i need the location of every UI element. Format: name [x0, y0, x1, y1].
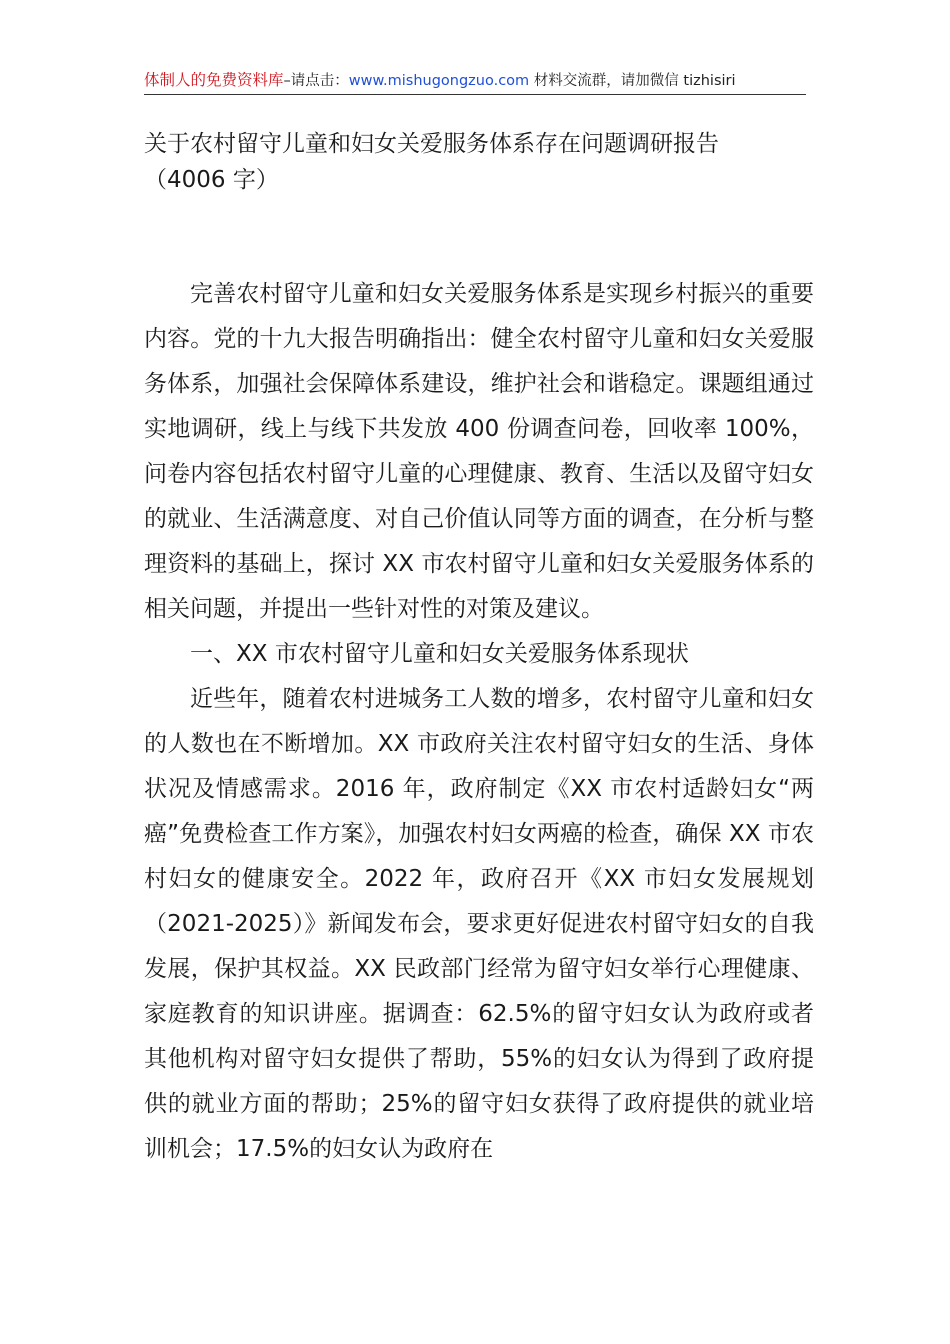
title-text: 关于农村留守儿童和妇女关爱服务体系存在问题调研报告 [144, 131, 719, 157]
contact-text: 材料交流群，请加微信 tizhisiri [529, 73, 736, 89]
word-count: （4006 字） [144, 167, 279, 193]
section-paragraph: 近些年，随着农村进城务工人数的增多，农村留守儿童和妇女的人数也在不断增加。XX 市政府关注农村留守妇女的生活、身体状况及情感需求。2016 年，政府制定《XX 市农村适龄妇女“两癌”免费检查工作方案》，加强农村妇女两癌的检查，确保 XX 市农村妇女的健康安全。2022 年，政府召开《XX 市妇女发展规划（2021-2025）》新闻发布会，要求更好促进农村留守妇女的自我发展，保护其权益。XX 民政部门经常为留守妇女举行心理健康、家庭教育的知识讲座。据调查：62.5%的留守妇女认为政府或者其他机构对留守妇女提供了帮助，55%的妇女认为得到了政府提供的就业方面的帮助；25%的留守妇女获得了政府提供的就业培训机会；17.5%的妇女认为政府在 [144, 686, 814, 1162]
intro-paragraph: 完善农村留守儿童和妇女关爱服务体系是实现乡村振兴的重要内容。党的十九大报告明确指出：健全农村留守儿童和妇女关爱服务体系，加强社会保障体系建设，维护社会和谐稳定。课题组通过实地调研，线上与线下共发放 400 份调查问卷，回收率 100%，问卷内容包括农村留守儿童的心理健康、教育、生活以及留守妇女的就业、生活满意度、对自己价值认同等方面的调查，在分析与整理资料的基础上，探讨 XX 市农村留守儿童和妇女关爱服务体系的相关问题，并提出一些针对性的对策及建议。 [144, 281, 814, 622]
document-body [144, 126, 814, 1172]
page-header [144, 66, 806, 95]
website-link[interactable]: www.mishugongzuo.com [348, 73, 530, 89]
click-prompt: –请点击： [283, 73, 349, 89]
section-heading: 一、XX 市农村留守儿童和妇女关爱服务体系现状 [190, 641, 689, 667]
library-name: 体制人的免费资料库 [144, 71, 284, 89]
document-title [144, 126, 814, 198]
report-content [144, 272, 814, 1172]
